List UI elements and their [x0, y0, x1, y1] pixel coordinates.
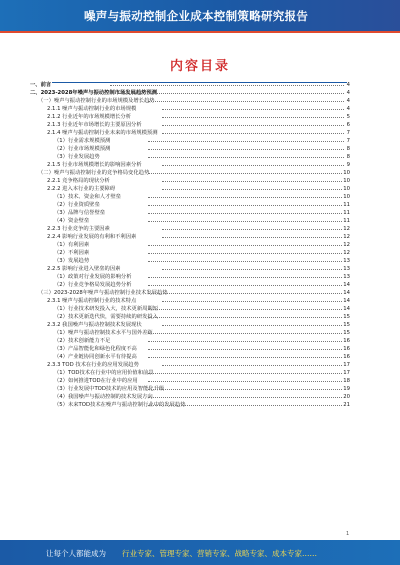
toc-leader-dots — [148, 292, 344, 294]
toc-entry-label: （1）行业技术研发投入大，技术更新周期短 — [54, 306, 159, 312]
toc-entry-label: 2.2.5 影响行业进入壁垒的因素 — [47, 266, 121, 272]
toc-leader-dots — [162, 132, 344, 134]
toc-leader-dots — [162, 268, 344, 270]
toc-entry[interactable] — [30, 145, 350, 153]
toc-entry-label: 2.2.2 进入本行业的主要障碍 — [47, 186, 116, 192]
toc-leader-dots — [148, 276, 344, 278]
toc-entry[interactable] — [30, 105, 350, 113]
toc-entry-page: 19 — [343, 386, 350, 392]
toc-leader-dots — [148, 340, 344, 342]
toc-entry[interactable] — [30, 345, 350, 353]
toc-entry-page: 10 — [343, 170, 350, 176]
toc-leader-dots — [148, 380, 344, 382]
toc-entry[interactable] — [30, 233, 350, 241]
toc-entry-page: 5 — [346, 114, 350, 120]
toc-entry-label: （3）品牌与信誉壁垒 — [54, 210, 106, 216]
footer-roles: 行业专家、管理专家、营销专家、战略专家、成本专家…… — [122, 549, 317, 558]
toc-leader-dots — [148, 244, 344, 246]
toc-entry-label: （1）噪声与振动控制技术水平与国外差距 — [54, 330, 153, 336]
toc-entry-page: 16 — [343, 338, 350, 344]
page-number: 1 — [346, 531, 350, 537]
toc-entry-page: 10 — [343, 194, 350, 200]
toc-entry-label: （1）有利因素 — [54, 242, 90, 248]
toc-entry[interactable] — [30, 129, 350, 137]
toc-entry-page: 13 — [343, 266, 350, 272]
toc-entry-label: （2）行业资质壁垒 — [54, 202, 100, 208]
toc-entry-page: 7 — [346, 138, 350, 144]
toc-entry[interactable] — [30, 97, 350, 105]
toc-entry[interactable] — [30, 185, 350, 193]
toc-leader-dots — [148, 308, 344, 310]
toc-entry-page: 4 — [346, 98, 350, 104]
toc-entry[interactable] — [30, 121, 350, 129]
toc-entry-label: （1）政策对行业发展的影响分析 — [54, 274, 132, 280]
toc-entry[interactable] — [30, 281, 350, 289]
toc-leader-dots — [162, 164, 344, 166]
toc-entry[interactable] — [30, 377, 350, 385]
toc-entry[interactable] — [30, 177, 350, 185]
toc-entry-label: 2.3.1 噪声与振动控制行业的技术特点 — [47, 298, 137, 304]
toc-entry[interactable] — [30, 257, 350, 265]
toc-entry-label: （3）产品智能化和绿色化程度不高 — [54, 346, 137, 352]
toc-leader-dots — [162, 228, 344, 230]
toc-leader-dots — [148, 172, 344, 174]
toc-entry-page: 4 — [346, 82, 350, 88]
toc-entry-label: 2.3.2 我国噪声与振动控制技术发展现状 — [47, 322, 142, 328]
toc-entry[interactable] — [30, 89, 350, 97]
toc-leader-dots — [162, 236, 344, 238]
toc-entry-page: 14 — [343, 290, 350, 296]
toc-entry-label: （3）发展趋势 — [54, 258, 90, 264]
toc-leader-dots — [110, 84, 344, 86]
toc-entry-page: 14 — [343, 282, 350, 288]
toc-entry-label: （一）噪声与振动控制行业的市场规模及增长趋势 — [38, 98, 155, 104]
toc-entry-page: 12 — [343, 242, 350, 248]
toc-leader-dots — [148, 204, 344, 206]
toc-entry-label: （3）行业发展中TOD技术的应用及智能化升级 — [54, 386, 165, 392]
toc-entry-page: 16 — [343, 354, 350, 360]
toc-entry[interactable] — [30, 241, 350, 249]
toc-entry-page: 21 — [343, 402, 350, 408]
toc-entry-page: 16 — [343, 346, 350, 352]
toc-entry-label: 2.1.3 行业近年市场增长的主要原因分析 — [47, 122, 142, 128]
toc-leader-dots — [148, 396, 344, 398]
table-of-contents — [30, 81, 350, 409]
toc-entry-label: 2.1.2 行业近年的市场规模增长分析 — [47, 114, 132, 120]
toc-entry[interactable] — [30, 169, 350, 177]
toc-entry-label: （2）不利因素 — [54, 250, 90, 256]
toc-entry[interactable] — [30, 265, 350, 273]
toc-entry-label: （1）TOD技术在行业中的应用价值和前景 — [54, 370, 154, 376]
toc-entry-page: 4 — [346, 90, 350, 96]
toc-entry-page: 8 — [346, 154, 350, 160]
toc-leader-dots — [148, 148, 344, 150]
toc-entry-label: （4）我国噪声与振动控制的技术发展方向 — [54, 394, 153, 400]
toc-entry[interactable] — [30, 353, 350, 361]
toc-leader-dots — [148, 212, 344, 214]
toc-leader-dots — [148, 252, 344, 254]
toc-entry-label: （三）2023-2028年噪声与振动控制行业技术发展趋势 — [38, 290, 168, 296]
toc-entry[interactable] — [30, 329, 350, 337]
toc-leader-dots — [162, 116, 344, 118]
toc-entry-page: 8 — [346, 146, 350, 152]
toc-entry-page: 6 — [346, 122, 350, 128]
toc-entry[interactable] — [30, 249, 350, 257]
footer-slogan: 让每个人都能成为 — [46, 549, 106, 558]
toc-leader-dots — [148, 140, 344, 142]
toc-leader-dots — [162, 324, 344, 326]
toc-heading: 内容目录 — [169, 59, 230, 74]
toc-entry-page: 10 — [343, 186, 350, 192]
toc-leader-dots — [162, 364, 344, 366]
toc-entry[interactable] — [30, 161, 350, 169]
toc-entry-page: 4 — [346, 106, 350, 112]
toc-entry-page: 14 — [343, 306, 350, 312]
toc-entry-label: 2.1.4 噪声与振动控制行业未来的市场规模预测 — [47, 130, 158, 136]
toc-entry[interactable] — [30, 137, 350, 145]
toc-entry-label: 2.2.3 行业竞争的主要因素 — [47, 226, 110, 232]
toc-leader-dots — [162, 108, 344, 110]
header-bar — [0, 0, 400, 32]
toc-entry[interactable] — [30, 113, 350, 121]
toc-leader-dots — [162, 124, 344, 126]
toc-entry-label: 2.2.4 影响行业发展的有利和不利因素 — [47, 234, 137, 240]
toc-entry[interactable] — [30, 209, 350, 217]
toc-entry-label: 2.3.3 TOD 技术在行业的应用发展趋势 — [47, 362, 139, 368]
report-title: 噪声与振动控制企业成本控制策略研究报告 — [84, 9, 309, 23]
toc-entry-label: （4）产业链协同创新水平有待提高 — [54, 354, 137, 360]
toc-entry-label: （4）资金壁垒 — [54, 218, 90, 224]
toc-entry[interactable] — [30, 393, 350, 401]
toc-entry[interactable] — [30, 321, 350, 329]
toc-leader-dots — [162, 180, 344, 182]
toc-entry[interactable] — [30, 201, 350, 209]
toc-entry-page: 12 — [343, 250, 350, 256]
toc-entry[interactable] — [30, 337, 350, 345]
toc-entry[interactable] — [30, 81, 350, 89]
toc-entry-label: （1）行业需求规模预测 — [54, 138, 111, 144]
toc-entry-label: 2.1.5 行业市场规模增长的影响因素分析 — [47, 162, 142, 168]
toc-entry-page: 7 — [346, 130, 350, 136]
toc-entry[interactable] — [30, 273, 350, 281]
toc-leader-dots — [148, 100, 344, 102]
toc-entry-label: （2）行业竞争格局发展趋势分析 — [54, 282, 132, 288]
toc-entry-page: 11 — [343, 202, 350, 208]
toc-entry[interactable] — [30, 153, 350, 161]
toc-leader-dots — [148, 372, 344, 374]
toc-leader-dots — [148, 388, 344, 390]
toc-leader-dots — [162, 188, 344, 190]
toc-entry[interactable] — [30, 401, 350, 409]
toc-leader-dots — [148, 332, 344, 334]
toc-entry-label: 二、2023-2028年噪声与振动控制市场发展趋势预测 — [30, 90, 158, 96]
toc-entry[interactable] — [30, 289, 350, 297]
toc-entry-page: 18 — [343, 378, 350, 384]
toc-entry-page: 14 — [343, 298, 350, 304]
toc-leader-dots — [148, 260, 344, 262]
toc-entry-page: 17 — [343, 370, 350, 376]
toc-leader-dots — [148, 404, 344, 406]
toc-entry-label: （3）行业发展趋势 — [54, 154, 100, 160]
toc-entry[interactable] — [30, 369, 350, 377]
toc-entry-page: 11 — [343, 210, 350, 216]
footer-bar — [0, 540, 400, 565]
toc-leader-dots — [148, 348, 344, 350]
toc-entry[interactable] — [30, 225, 350, 233]
toc-entry[interactable] — [30, 193, 350, 201]
toc-entry-label: （2）技术更新迭代快，需要持续的研发投入 — [54, 314, 159, 320]
toc-entry-page: 17 — [343, 362, 350, 368]
toc-entry-label: （5）未来TOD技术在噪声与振动控制行业中的发展趋势 — [54, 402, 186, 408]
toc-entry-label: （2）行业市场规模预测 — [54, 146, 111, 152]
toc-entry[interactable] — [30, 385, 350, 393]
toc-leader-dots — [162, 300, 344, 302]
toc-entry-label: （二）噪声与振动控制行业的竞争格局变化趋势 — [38, 170, 150, 176]
toc-entry-page: 20 — [343, 394, 350, 400]
toc-entry-label: （2）技术创新能力不足 — [54, 338, 111, 344]
toc-entry-label: 2.1.1 噪声与振动控制行业的市场规模 — [47, 106, 137, 112]
toc-leader-dots — [148, 156, 344, 158]
toc-entry-page: 12 — [343, 226, 350, 232]
toc-leader-dots — [148, 196, 344, 198]
toc-entry-page: 10 — [343, 178, 350, 184]
toc-entry-page: 15 — [343, 314, 350, 320]
toc-entry-page: 12 — [343, 234, 350, 240]
toc-entry-label: （1）技术、资金和人才壁垒 — [54, 194, 121, 200]
toc-entry-label: 一、前言 — [30, 82, 52, 88]
toc-entry[interactable] — [30, 305, 350, 313]
toc-leader-dots — [148, 220, 344, 222]
toc-entry-page: 13 — [343, 274, 350, 280]
toc-entry[interactable] — [30, 361, 350, 369]
toc-leader-dots — [148, 316, 344, 318]
toc-entry-label: （2）如何推进TOD在行业中的应用 — [54, 378, 138, 384]
toc-leader-dots — [148, 284, 344, 286]
toc-entry[interactable] — [30, 217, 350, 225]
toc-entry-page: 9 — [346, 162, 350, 168]
toc-entry-page: 13 — [343, 258, 350, 264]
toc-entry-page: 15 — [343, 322, 350, 328]
toc-entry-page: 15 — [343, 330, 350, 336]
toc-leader-dots — [148, 356, 344, 358]
toc-entry[interactable] — [30, 313, 350, 321]
header-accent-stripe — [0, 31, 400, 33]
toc-entry[interactable] — [30, 297, 350, 305]
toc-entry-label: 2.2.1 竞争格局的现状分析 — [47, 178, 110, 184]
toc-entry-page: 11 — [343, 218, 350, 224]
toc-leader-dots — [110, 92, 344, 94]
